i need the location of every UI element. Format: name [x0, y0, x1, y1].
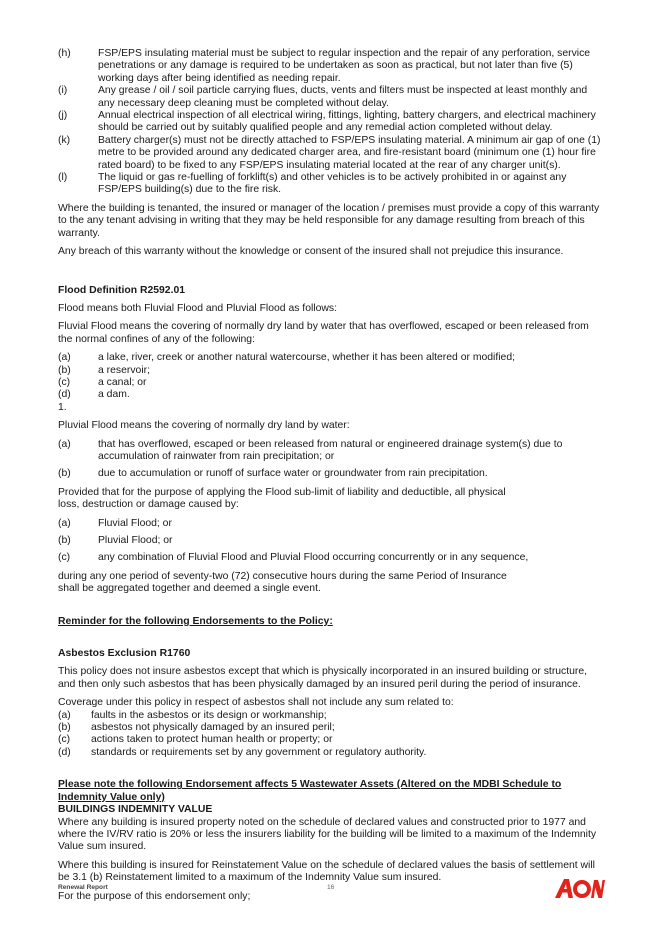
page-number: 16 [327, 884, 335, 891]
list-item: (b) asbestos not physically damaged by an insured peril; [58, 722, 335, 734]
provided-list [58, 518, 606, 565]
list-item: (a) Fluvial Flood; or [58, 517, 172, 529]
asbestos-para-2: Coverage under this policy in respect of asbestos shall not include any sum related to: [58, 697, 454, 709]
fluvial-list [58, 352, 606, 414]
provided-line-2: loss, destruction or damage caused by: [58, 499, 239, 511]
provided-line-1: Provided that for the purpose of applying the Flood sub-limit of liability and deductible, all physical [58, 486, 506, 498]
aon-logo-mark [555, 879, 605, 898]
list-item: (l) The liquid or gas re-fuelling of forklift(s) and other vehicles is to be actively prohibited in or against any FSP/EPS building(s) due to the fire risk. [58, 172, 567, 196]
fluvial-intro: Fluvial Flood means the covering of normally dry land by water that has overflowed, escaped or been released from the normal confines of any of the following: [58, 321, 589, 345]
flood-intro: Flood means both Fluvial Flood and Pluvial Flood as follows: [58, 302, 337, 314]
indemnity-notice: Please note the following Endorsement affects 5 Wastewater Assets (Altered on the MDBI Schedule to Indemnity Value only) [58, 779, 562, 803]
list-item: (a) a lake, river, creek or another natural watercourse, whether it has been altered or modified; [58, 352, 515, 364]
tenanted-paragraph: Where the building is tenanted, the insured or manager of the location / premises must provide a copy of this warranty to the any tenant advising in writing that they may be held responsible for any damage resulting from breach of this warranty. [58, 202, 600, 239]
during-line-2: shall be aggregated together and deemed a single event. [58, 583, 321, 595]
list-item: (c) actions taken to protect human health or property; or [58, 734, 333, 746]
asbestos-heading: Asbestos Exclusion R1760 [58, 648, 191, 660]
indemnity-para-2: Where this building is insured for Reinstatement Value on the schedule of declared values the basis of settlement will be 3.1 (b) Reinstatement limited to a maximum of the Indemnity Value sum insured. [58, 859, 595, 884]
list-item: (b) a reservoir; [58, 364, 150, 376]
list-item: (c) any combination of Fluvial Flood and Pluvial Flood occurring concurrently or in any sequence, [58, 552, 529, 564]
breach-paragraph: Any breach of this warranty without the knowledge or consent of the insured shall not prejudice this insurance. [58, 246, 564, 258]
during-line-1: during any one period of seventy-two (72) consecutive hours during the same Period of Insurance [58, 570, 507, 582]
list-item: (k) Battery charger(s) must not be directly attached to FSP/EPS insulating material. A minimum air gap of one (1) metre to be provided around any dedicated charger area, and fire-resistant board (minimum one (1) hour fire rated board) to be fixed to any FSP/EPS insulating material located at the rear of any charger unit(s). [58, 134, 601, 171]
indemnity-para-3: For the purpose of this endorsement only; [58, 890, 251, 902]
reminder-heading: Reminder for the following Endorsements to the Policy: [58, 615, 333, 627]
indemnity-para-1: Where any building is insured property noted on the schedule of declared values and constructed prior to 1977 and where the IV/RV ratio is 20% or less the insurers liability for the building will be limited to a maximum of the Indemnity Value sum insured. [58, 816, 597, 853]
list-item: (b) due to accumulation or runoff of surface water or groundwater from rain precipitation. [58, 468, 488, 480]
list-item: (h) FSP/EPS insulating material must be subject to regular inspection and the repair of any perforation, service penetrations or any damage is required to be undertaken as soon as practical, but not later than five (5) working days after being identified as needing repair. [58, 48, 591, 84]
list-item: (a) faults in the asbestos or its design or workmanship; [58, 709, 327, 721]
stray-number: 1. [58, 401, 67, 413]
list-item: (c) a canal; or [58, 376, 147, 388]
pluvial-list [58, 439, 606, 481]
list-item: (d) a dam. [58, 389, 130, 401]
warranty-list [58, 48, 606, 197]
asbestos-list [58, 710, 606, 760]
pluvial-intro: Pluvial Flood means the covering of normally dry land by water: [58, 420, 350, 432]
list-item: (b) Pluvial Flood; or [58, 535, 173, 546]
footer-report-label: Renewal Report [58, 884, 108, 891]
indemnity-heading: BUILDINGS INDEMNITY VALUE [58, 804, 213, 816]
list-item: (i) Any grease / oil / soil particle carrying flues, ducts, vents and filters must be inspected at least monthly and any necessary deep cleaning must be completed without delay. [58, 85, 588, 109]
flood-heading: Flood Definition R2592.01 [58, 284, 186, 296]
list-item: (j) Annual electrical inspection of all electrical wiring, fittings, lighting, battery chargers, and electrical machinery should be carried out by suitably qualified people and any remedial action completed without delay. [58, 110, 596, 134]
list-item: (a) that has overflowed, escaped or been released from natural or engineered drainage system(s) due to accumulation of rainwater from rain precipitation; or [58, 438, 563, 462]
list-item: (d) standards or requirements set by any government or regulatory authority. [58, 746, 427, 758]
aon-logo-icon [553, 874, 605, 904]
document-body [58, 48, 606, 903]
asbestos-para-1: This policy does not insure asbestos except that which is physically incorporated in an insured building or structure, and then only such asbestos that has been physically damaged by an insured peril during the period of insurance. [58, 666, 588, 690]
